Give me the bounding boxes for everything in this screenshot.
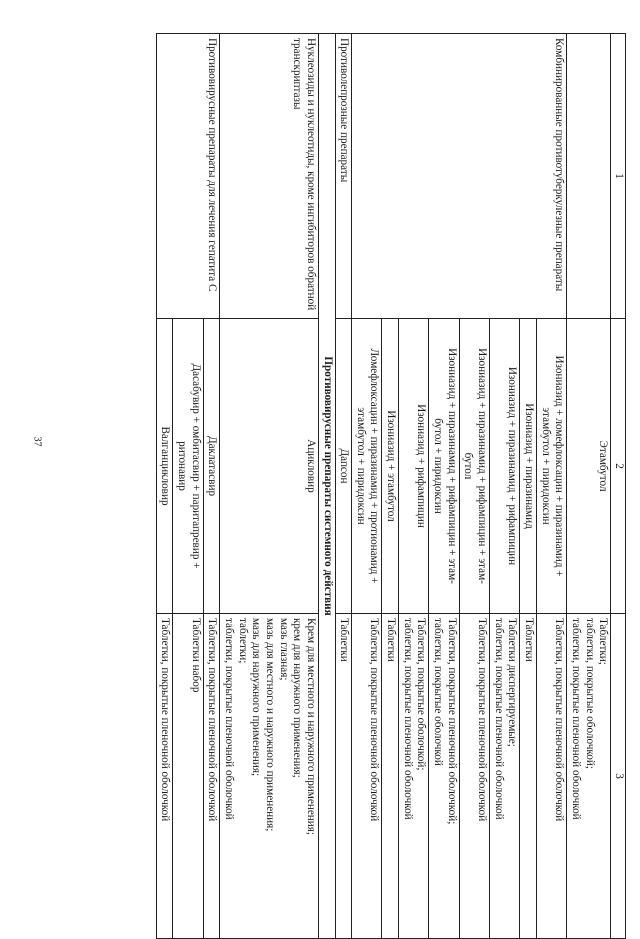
dosage-form-cell bbox=[490, 614, 520, 939]
header-col-2: 2 bbox=[611, 319, 626, 614]
cell-line: Таблетки диспергируемые; bbox=[506, 618, 519, 747]
dosage-form-cell bbox=[567, 614, 611, 939]
header-row bbox=[611, 34, 626, 939]
section-title: Противовирусные препараты системного действия bbox=[318, 34, 335, 939]
drug-name-cell bbox=[220, 319, 319, 614]
drug-name-cell bbox=[459, 319, 489, 614]
group-name-cell: Противолепрозные препараты bbox=[335, 34, 352, 319]
cell-line: крем для наружного применения; bbox=[291, 618, 304, 778]
table-row bbox=[537, 34, 567, 939]
cell-line: бутол + пиридоксин bbox=[432, 418, 445, 514]
drug-name-cell bbox=[352, 319, 382, 614]
dosage-form-cell bbox=[352, 614, 382, 939]
drug-name-cell bbox=[335, 319, 352, 614]
cell-line: Дапсон bbox=[338, 448, 351, 484]
dosage-form-cell bbox=[173, 614, 203, 939]
cell-line: Крем для местного и наружного применения; bbox=[304, 618, 317, 836]
table-row bbox=[203, 34, 220, 939]
cell-line: Таблетки, покрытые пленочной оболочкой bbox=[553, 618, 566, 822]
group-name-cell bbox=[567, 34, 611, 319]
cell-line: Таблетки, покрытые пленочной оболочкой; bbox=[445, 618, 458, 825]
drug-name-cell bbox=[203, 319, 220, 614]
cell-line: Таблетки, покрытые пленочной оболочкой bbox=[476, 618, 489, 822]
dosage-form-cell bbox=[537, 614, 567, 939]
table-row bbox=[335, 34, 352, 939]
cell-line: этамбутол + пиридоксин bbox=[539, 407, 552, 525]
dosage-form-cell bbox=[220, 614, 319, 939]
cell-line: таблетки; bbox=[236, 618, 249, 664]
dosage-form-cell bbox=[335, 614, 352, 939]
cell-line: Таблетки bbox=[523, 618, 536, 662]
drug-name-cell bbox=[429, 319, 459, 614]
cell-line: Изониазид + пиразинамид + рифампицин bbox=[506, 366, 519, 566]
header-col-1: 1 bbox=[611, 34, 626, 319]
cell-line: Валганцикловир bbox=[159, 426, 172, 506]
cell-line: бутол bbox=[462, 452, 475, 480]
cell-line: таблетки, покрытые пленочной оболочкой bbox=[570, 618, 583, 820]
dosage-form-cell bbox=[429, 614, 459, 939]
group-name-cell: Противовирусные препараты для лечения гепатита С bbox=[156, 34, 220, 319]
cell-line: таблетки, покрытые пленочной оболочкой bbox=[401, 618, 414, 820]
drug-name-cell bbox=[537, 319, 567, 614]
cell-line: Таблетки; bbox=[597, 618, 610, 665]
cell-line: Изониазид + ломефлоксацин + пиразинамид + bbox=[553, 355, 566, 577]
table-row bbox=[220, 34, 319, 939]
cell-line: Этамбутол bbox=[597, 440, 610, 492]
drug-name-cell bbox=[382, 319, 399, 614]
dosage-form-cell bbox=[156, 614, 173, 939]
cell-line: Таблетки bbox=[385, 618, 398, 662]
dosage-form-cell bbox=[203, 614, 220, 939]
drug-name-cell bbox=[490, 319, 520, 614]
page-number: 37 bbox=[31, 436, 43, 447]
cell-line: этамбутол + пиридоксин bbox=[354, 407, 367, 525]
cell-line: Таблетки, покрытые оболочкой; bbox=[415, 618, 428, 771]
cell-line: Ацикловир bbox=[304, 439, 317, 493]
drug-name-cell bbox=[567, 319, 611, 614]
cell-line: таблетки, покрытые оболочкой; bbox=[583, 618, 596, 769]
rotated-page bbox=[81, 33, 626, 938]
drug-name-cell bbox=[399, 319, 429, 614]
cell-line: Таблетки, покрытые пленочной оболочкой bbox=[368, 618, 381, 822]
cell-line: таблетки, покрытые пленочной оболочкой bbox=[492, 618, 505, 820]
group-name-cell: Нуклеозиды и нуклеотиды, кроме ингибиторов обратной транскриптазы bbox=[220, 34, 319, 319]
cell-line: Ломефлоксацин + пиразинамид + протионамид + bbox=[368, 348, 381, 584]
cell-line: Изониазид + пиразинамид + рифампицин + этам- bbox=[476, 348, 489, 584]
header-col-3: 3 bbox=[611, 614, 626, 939]
dosage-form-cell bbox=[399, 614, 429, 939]
cell-line: Изониазид + этамбутол bbox=[385, 410, 398, 522]
cell-line: мазь для местного и наружного применения; bbox=[263, 618, 276, 832]
section-row bbox=[318, 34, 335, 939]
cell-line: таблетки, покрытые оболочкой bbox=[432, 618, 445, 766]
cell-line: ритонавир bbox=[175, 441, 188, 491]
cell-line: Таблетки, покрытые пленочной оболочкой bbox=[206, 618, 219, 822]
cell-line: мазь глазная; bbox=[277, 618, 290, 681]
cell-line: Изониазид + рифампицин bbox=[415, 404, 428, 528]
cell-line: мазь для наружного применения; bbox=[250, 618, 263, 777]
group-name-cell: Комбинированные противотуберкулезные препараты bbox=[352, 34, 567, 319]
cell-line: таблетки, покрытые пленочной оболочкой bbox=[222, 618, 235, 820]
drug-name-cell bbox=[156, 319, 173, 614]
cell-line: Изониазид + пиразинамид + рифампицин + этам- bbox=[445, 348, 458, 584]
dosage-form-cell bbox=[382, 614, 399, 939]
cell-line: Таблетки набор bbox=[189, 618, 202, 693]
drug-name-cell bbox=[173, 319, 203, 614]
cell-line: Таблетки, покрытые пленочной оболочкой bbox=[159, 618, 172, 822]
table-row bbox=[567, 34, 611, 939]
drug-name-cell bbox=[520, 319, 537, 614]
cell-line: Таблетки bbox=[338, 618, 351, 662]
dosage-form-cell bbox=[459, 614, 489, 939]
medication-table bbox=[156, 33, 626, 939]
cell-line: Дасабувир + омбитасвир + паритапревир + bbox=[189, 363, 202, 569]
cell-line: Даклатасвир bbox=[206, 435, 219, 497]
cell-line: Изониазид + пиразинамид bbox=[523, 403, 536, 529]
dosage-form-cell bbox=[520, 614, 537, 939]
